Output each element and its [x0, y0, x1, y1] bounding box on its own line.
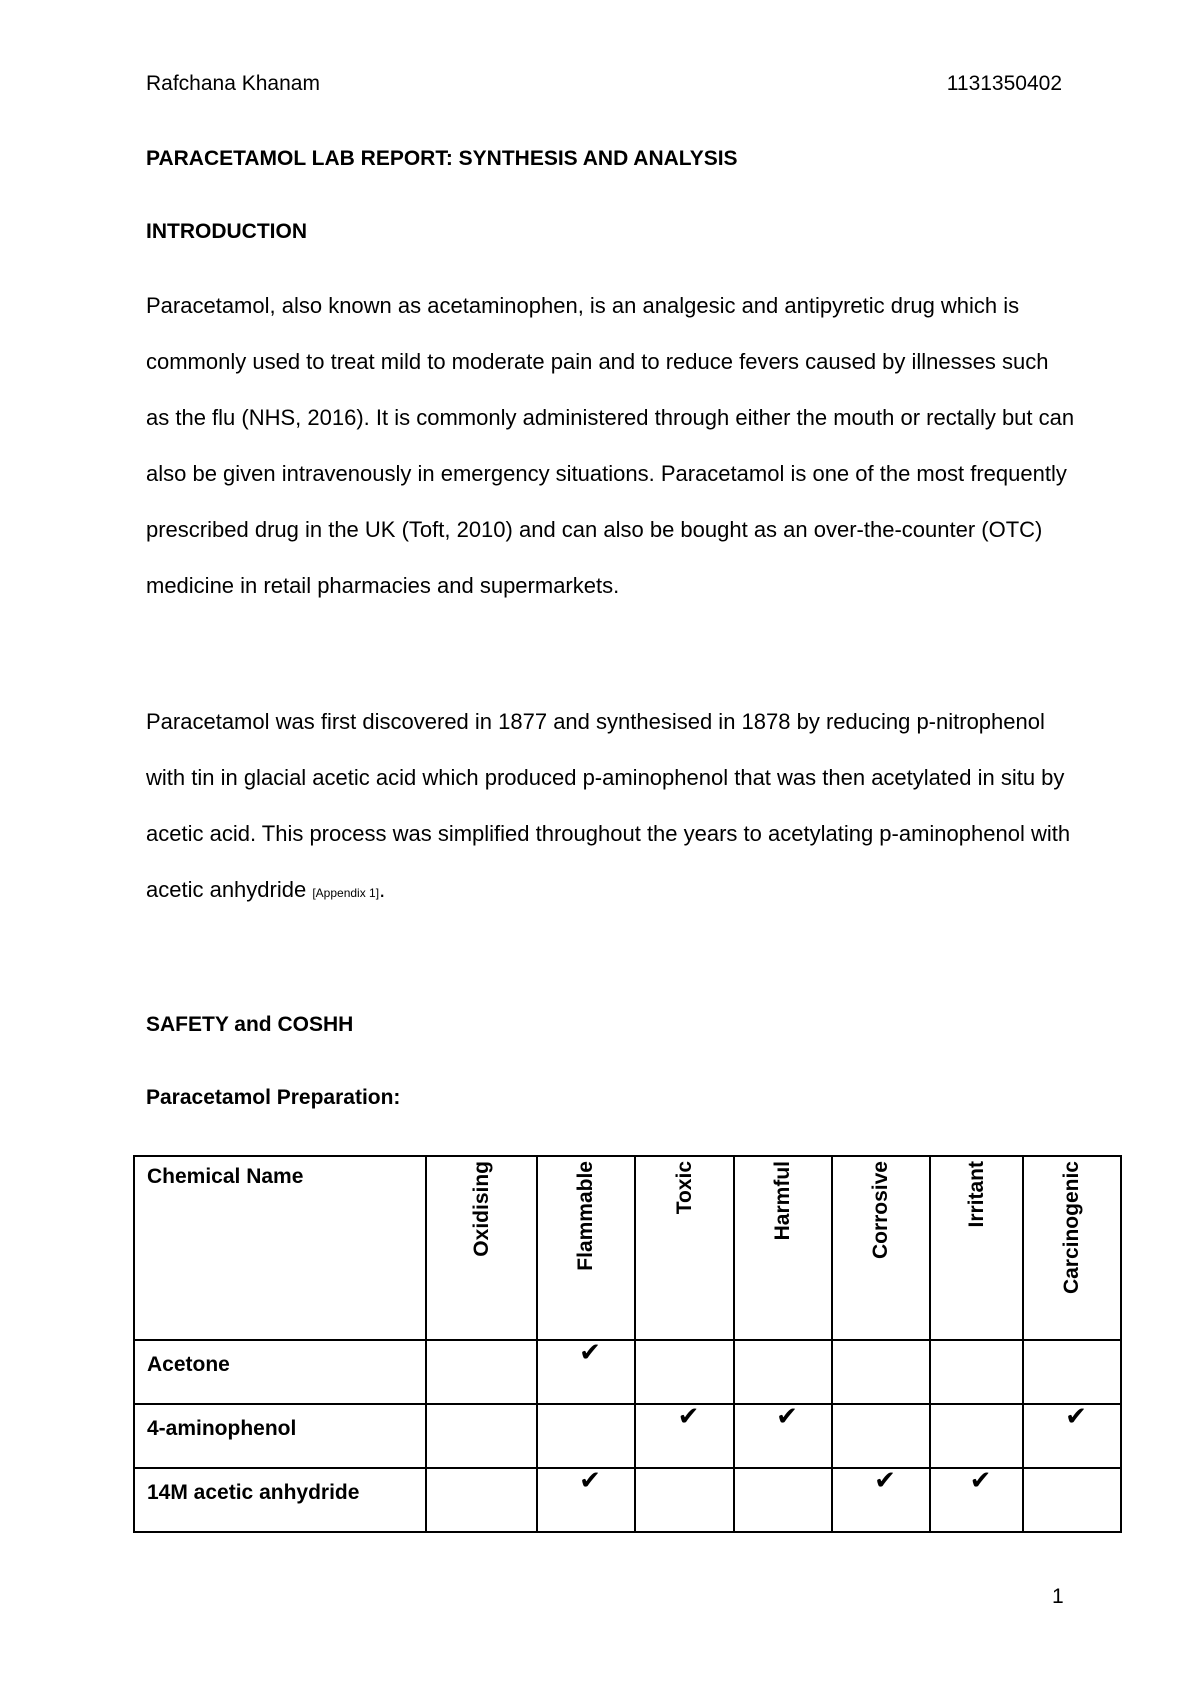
hazard-cell [832, 1404, 930, 1468]
hazard-cell [734, 1468, 832, 1532]
hazard-label: Toxic [672, 1161, 696, 1215]
hazard-cell [426, 1468, 537, 1532]
hazard-cell [1023, 1468, 1121, 1532]
author-name: Rafchana Khanam [146, 72, 320, 95]
coshh-table [133, 1155, 1122, 1533]
chemical-name-cell: 4-aminophenol [134, 1404, 426, 1468]
introduction-paragraph-2 [146, 694, 1076, 921]
check-icon: ✔ [1065, 1401, 1087, 1431]
hazard-cell [1023, 1340, 1121, 1404]
hazard-header-toxic [635, 1156, 734, 1340]
hazard-cell [635, 1401, 734, 1468]
chemical-name-header: Chemical Name [134, 1156, 426, 1340]
hazard-label: Flammable [574, 1161, 597, 1271]
hazard-cell [734, 1401, 832, 1468]
hazard-header-harmful [734, 1156, 832, 1340]
hazard-header-corrosive [832, 1156, 930, 1340]
paragraph-2-text: Paracetamol was first discovered in 1877 and synthesised in 1878 by reducing p-nitrophenol with tin in glacial acetic acid which produced p-aminophenol that was then acetylated in situ by acetic acid. This process was simplified throughout the years to acetylating p-aminophenol with acetic anhydride [146, 709, 1071, 902]
chemical-name-cell: Acetone [134, 1340, 426, 1404]
hazard-cell [734, 1340, 832, 1404]
hazard-cell [537, 1404, 635, 1468]
check-icon: ✔ [677, 1401, 700, 1431]
check-icon: ✔ [776, 1401, 798, 1431]
hazard-cell [635, 1468, 734, 1532]
table-row [134, 1340, 1121, 1404]
table-header-row [134, 1156, 1121, 1340]
report-title: PARACETAMOL LAB REPORT: SYNTHESIS AND ANALYSIS [146, 147, 738, 170]
check-icon: ✔ [874, 1465, 896, 1495]
hazard-label: Corrosive [869, 1161, 892, 1260]
hazard-header-carcinogenic [1023, 1156, 1121, 1340]
hazard-cell [832, 1465, 930, 1532]
hazard-cell [930, 1404, 1023, 1468]
hazard-label: Irritant [964, 1161, 988, 1228]
introduction-paragraph-1: Paracetamol, also known as acetaminophen, is an analgesic and antipyretic drug which is commonly used to treat mild to moderate pain and to reduce fevers caused by illnesses such as the flu (NHS, 2016). It is commonly administered through either the mouth or rectally but can also be given intravenously in emergency situations. Paracetamol is one of the most frequently prescribed drug in the UK (Toft, 2010) and can also be bought as an over-the-counter (OTC) medicine in retail pharmacies and supermarkets. [146, 293, 1075, 598]
hazard-cell [930, 1465, 1023, 1532]
hazard-header-flammable [537, 1156, 635, 1340]
hazard-header-irritant [930, 1156, 1023, 1340]
check-icon: ✔ [579, 1337, 601, 1367]
table-row [134, 1404, 1121, 1468]
hazard-cell [426, 1340, 537, 1404]
hazard-cell [426, 1404, 537, 1468]
hazard-cell [930, 1340, 1023, 1404]
hazard-cell [832, 1340, 930, 1404]
student-id: 1131350402 [946, 72, 1062, 95]
paragraph-2-period: . [379, 877, 386, 902]
hazard-label: Harmful [771, 1161, 794, 1241]
hazard-cell [1023, 1401, 1121, 1468]
appendix-reference: [Appendix 1] [312, 886, 380, 900]
check-icon: ✔ [579, 1465, 601, 1495]
check-icon: ✔ [969, 1465, 992, 1495]
chemical-name-cell: 14M acetic anhydride [134, 1468, 426, 1532]
safety-heading: SAFETY and COSHH [146, 1013, 354, 1036]
introduction-heading: INTRODUCTION [146, 220, 307, 243]
table-row [134, 1468, 1121, 1532]
hazard-cell [537, 1465, 635, 1532]
page-number: 1 [1052, 1585, 1064, 1608]
hazard-label: Carcinogenic [1060, 1161, 1083, 1295]
preparation-subheading: Paracetamol Preparation: [146, 1086, 401, 1109]
hazard-cell [537, 1337, 635, 1404]
hazard-cell [635, 1340, 734, 1404]
hazard-header-oxidising [426, 1156, 537, 1340]
hazard-label: Oxidising [469, 1161, 493, 1257]
